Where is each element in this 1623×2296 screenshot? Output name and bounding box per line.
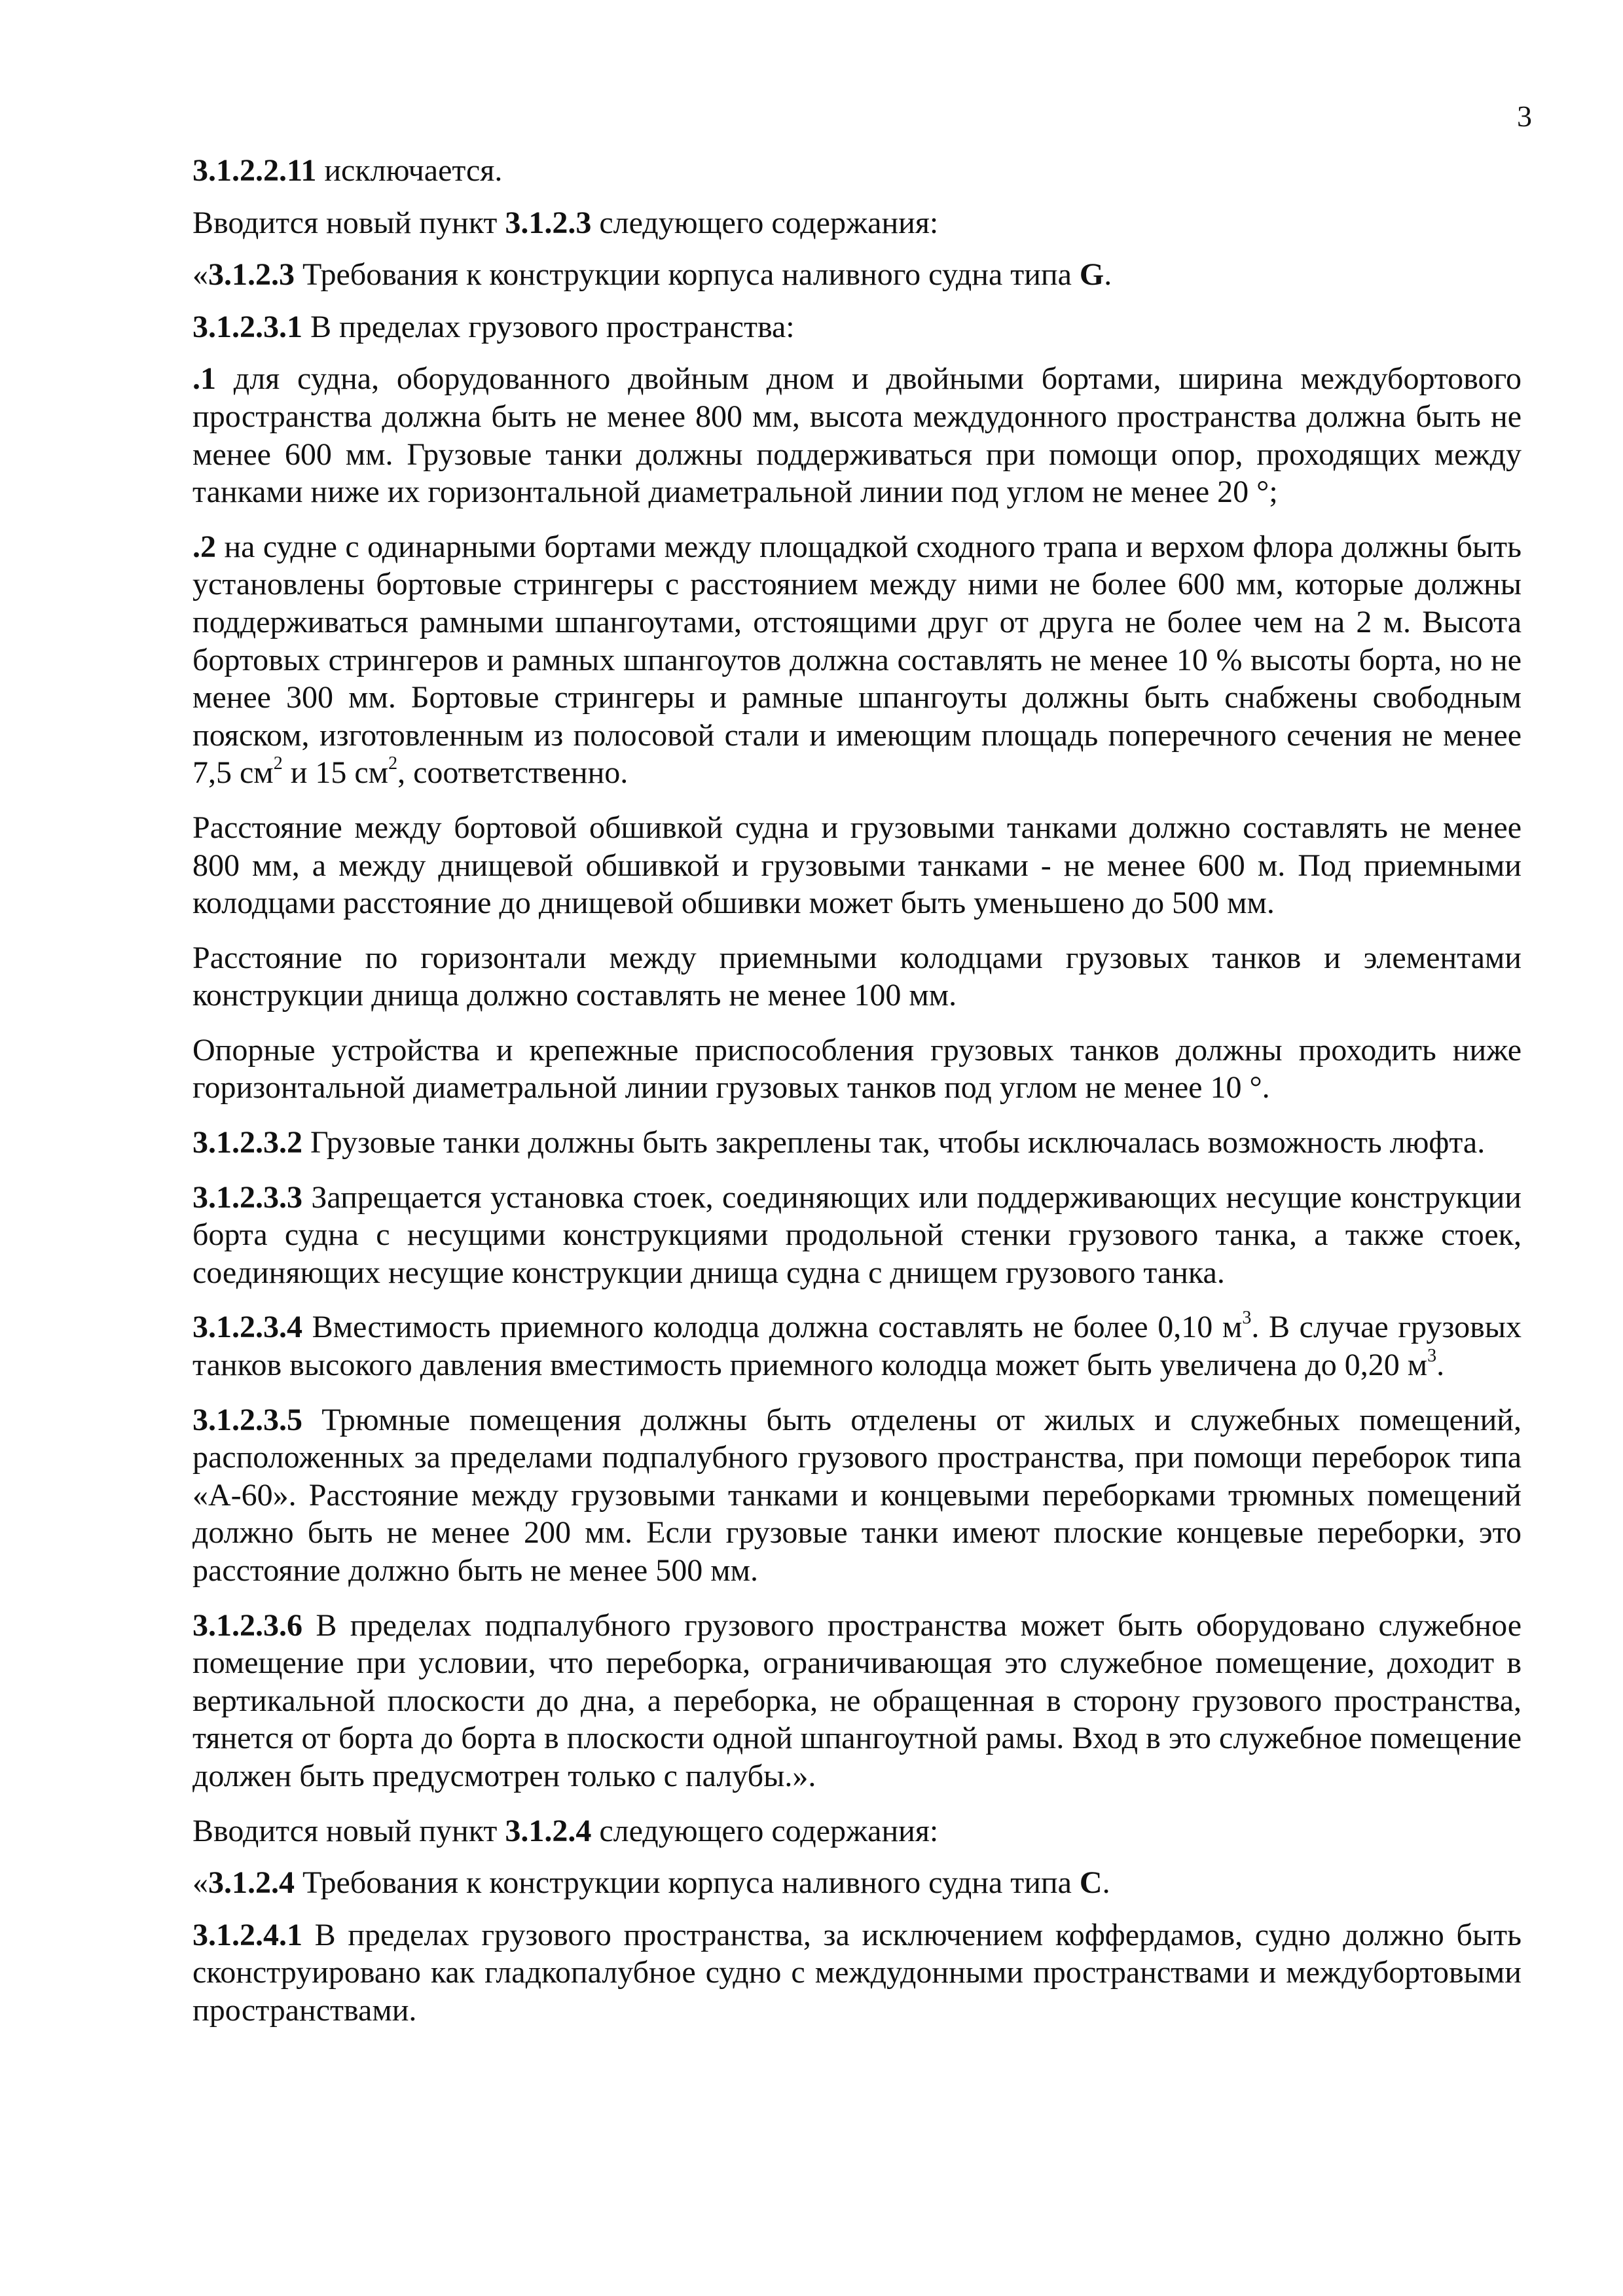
superscript: 3 bbox=[1242, 1308, 1252, 1329]
paragraph-3-1-2-3-2 bbox=[192, 1124, 1522, 1162]
paragraph-item-2 bbox=[192, 528, 1522, 792]
opening-quote: « bbox=[192, 1865, 208, 1901]
document-body bbox=[192, 152, 1522, 2047]
paragraph-text: Запрещается установка стоек, соединяющих или поддерживающих несущие конструкции борта судна с несущими конструкциями продольной стенки грузового танка, а также стоек, соединяющих несущие конструкции днища судна с днищем грузового танка. bbox=[192, 1179, 1522, 1290]
paragraph-end: . bbox=[1104, 257, 1112, 293]
paragraph-text: Вместимость приемного колодца должна составлять не более 0,10 м bbox=[302, 1310, 1243, 1345]
paragraph-3-1-2-3-5 bbox=[192, 1401, 1522, 1590]
vessel-type: G bbox=[1079, 257, 1104, 293]
paragraph-text: на судне с одинарными бортами между площадкой сходного трапа и верхом флора должны быть установлены бортовые стрингеры с расстоянием между ними не более 600 мм, которые должны поддерживаться рамными шпангоутами, отстоящими друг от друга не более чем на 2 м. Высота бортовых стрингеров и рамных шпангоутов должна составлять не менее 10 % высоты борта, но не менее 300 мм. Бортовые стрингеры и рамные шпангоуты должны быть снабжены свободным пояском, изготовленным из полосовой стали и имеющим площадь поперечного сечения не менее 7,5 см bbox=[192, 529, 1522, 791]
clause-ref: 3.1.2.4 bbox=[505, 1813, 592, 1848]
paragraph-text: исключается. bbox=[316, 153, 503, 188]
paragraph-item-1 bbox=[192, 360, 1522, 511]
clause-ref: 3.1.2.3.2 bbox=[192, 1125, 302, 1160]
clause-ref: .1 bbox=[192, 361, 216, 397]
paragraph-new-clause-3-1-2-4 bbox=[192, 1812, 1522, 1850]
paragraph-text: Опорные устройства и крепежные приспособления грузовых танков должны проходить ниже горизонтальной диаметральной линии грузовых танков под углом не менее 10 °. bbox=[192, 1032, 1522, 1105]
paragraph-text: и 15 см bbox=[282, 755, 389, 791]
clause-ref: 3.1.2.3.6 bbox=[192, 1607, 302, 1643]
clause-ref: 3.1.2.4 bbox=[208, 1865, 295, 1901]
paragraph-text: В пределах грузового пространства, за исключением коффердамов, судно должно быть сконструировано как гладкопалубное судно с междудонными пространствами и междубортовыми пространствами. bbox=[192, 1917, 1522, 2028]
page-number: 3 bbox=[1517, 99, 1532, 133]
paragraph-end: . bbox=[1436, 1348, 1445, 1383]
paragraph-distance-hull bbox=[192, 809, 1522, 922]
clause-ref: 3.1.2.3.5 bbox=[192, 1402, 302, 1437]
superscript: 2 bbox=[388, 753, 398, 774]
clause-ref: 3.1.2.3.4 bbox=[192, 1310, 302, 1345]
paragraph-3-1-2-4-heading bbox=[192, 1864, 1522, 1902]
opening-quote: « bbox=[192, 257, 208, 293]
clause-ref: 3.1.2.4.1 bbox=[192, 1917, 302, 1952]
paragraph-text: Трюмные помещения должны быть отделены от жилых и служебных помещений, расположенных за пределами подпалубного грузового пространства, при помощи переборок типа «А-60». Расстояние между грузовыми танками и концевыми переборками трюмных помещений должно быть не менее 200 мм. Если грузовые танки имеют плоские концевые переборки, это расстояние должно быть не менее 500 мм. bbox=[192, 1402, 1522, 1588]
paragraph-new-clause-3-1-2-3 bbox=[192, 204, 1522, 242]
paragraph-text: В пределах грузового пространства: bbox=[302, 309, 795, 344]
paragraph-3-1-2-3-4 bbox=[192, 1308, 1522, 1384]
paragraph-text: для судна, оборудованного двойным дном и двойными бортами, ширина междубортового пространства должна быть не менее 800 мм, высота междудонного пространства должна быть не менее 600 мм. Грузовые танки должны поддерживаться при помощи опор, проходящих между танками ниже их горизонтальной диаметральной линии под углом не менее 20 °; bbox=[192, 361, 1522, 510]
paragraph-text: Требования к конструкции корпуса наливного судна типа bbox=[295, 1865, 1080, 1901]
paragraph-text: . В случае грузовых танков высокого давления вместимость приемного колодца может быть увеличена до 0,20 м bbox=[192, 1310, 1522, 1383]
paragraph-text: Расстояние по горизонтали между приемными колодцами грузовых танков и элементами конструкции днища должно составлять не менее 100 мм. bbox=[192, 940, 1522, 1013]
clause-ref: 3.1.2.3 bbox=[505, 205, 592, 240]
paragraph-support-devices bbox=[192, 1031, 1522, 1107]
superscript: 3 bbox=[1427, 1346, 1437, 1367]
paragraph-end: . bbox=[1102, 1865, 1110, 1901]
paragraph-text: следующего содержания: bbox=[591, 205, 939, 240]
clause-ref: 3.1.2.3.3 bbox=[192, 1179, 302, 1215]
paragraph-text: следующего содержания: bbox=[591, 1813, 939, 1848]
paragraph-text: Вводится новый пункт bbox=[192, 205, 505, 240]
clause-ref: .2 bbox=[192, 529, 216, 564]
vessel-type: C bbox=[1079, 1865, 1103, 1901]
paragraph-text: Вводится новый пункт bbox=[192, 1813, 505, 1848]
clause-ref: 3.1.2.3 bbox=[208, 257, 295, 293]
paragraph-3-1-2-3-6 bbox=[192, 1607, 1522, 1795]
superscript: 2 bbox=[273, 753, 283, 774]
paragraph-3-1-2-3-3 bbox=[192, 1179, 1522, 1292]
paragraph-end: , соответственно. bbox=[397, 755, 629, 791]
clause-ref: 3.1.2.2.11 bbox=[192, 153, 317, 188]
paragraph-3-1-2-3-heading bbox=[192, 256, 1522, 294]
clause-ref: 3.1.2.3.1 bbox=[192, 309, 302, 344]
paragraph-3-1-2-2-11 bbox=[192, 152, 1522, 190]
paragraph-text: В пределах подпалубного грузового пространства может быть оборудовано служебное помещение при условии, что переборка, ограничивающая это служебное помещение, доходит в вертикальной плоскости до дна, а переборка, не обращенная в сторону грузового пространства, тянется от борта до борта в плоскости одной шпангоутной рамы. Вход в это служебное помещение должен быть предусмотрен только с палубы.». bbox=[192, 1607, 1522, 1793]
paragraph-3-1-2-4-1 bbox=[192, 1916, 1522, 2030]
paragraph-text: Требования к конструкции корпуса наливного судна типа bbox=[295, 257, 1080, 293]
paragraph-3-1-2-3-1 bbox=[192, 308, 1522, 346]
paragraph-text: Расстояние между бортовой обшивкой судна и грузовыми танками должно составлять не менее 800 мм, а между днищевой обшивкой и грузовыми танками - не менее 600 м. Под приемными колодцами расстояние до днищевой обшивки может быть уменьшено до 500 мм. bbox=[192, 810, 1522, 921]
paragraph-distance-horizontal bbox=[192, 939, 1522, 1014]
paragraph-text: Грузовые танки должны быть закреплены так, чтобы исключалась возможность люфта. bbox=[302, 1125, 1486, 1160]
